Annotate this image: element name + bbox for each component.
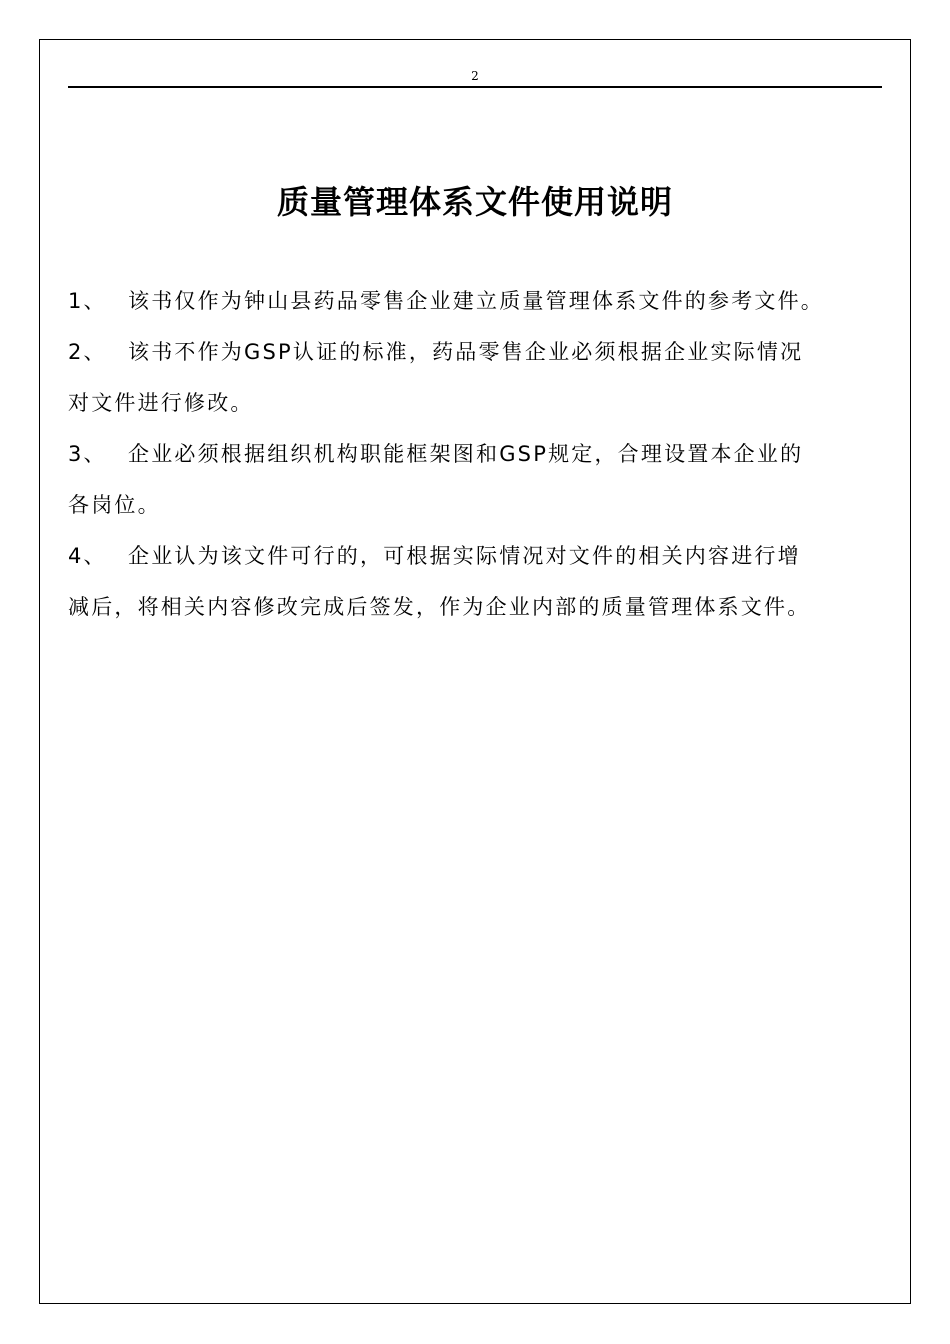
list-item-line [68,435,882,473]
list-item-continuation: 各岗位。 [68,493,161,517]
list-item-continuation: 对文件进行修改。 [68,391,254,415]
list-item-text: 该书不作为GSP认证的标准，药品零售企业必须根据企业实际情况 [128,340,804,364]
list-item-text: 企业必须根据组织机构职能框架图和GSP规定，合理设置本企业的 [128,442,804,466]
list-item-continuation: 减后，将相关内容修改完成后签发，作为企业内部的质量管理体系文件。 [68,595,811,619]
list-item-text: 企业认为该文件可行的，可根据实际情况对文件的相关内容进行增 [128,544,801,568]
list-item-number: 4、 [68,544,107,568]
list-item-number: 2、 [68,340,107,364]
document-title: 质量管理体系文件使用说明 [276,183,673,221]
list-item-text: 该书仅作为钟山县药品零售企业建立质量管理体系文件的参考文件。 [128,289,824,313]
page-number: 2 [471,69,479,83]
list-item-line [68,282,882,320]
list-item-line [68,537,882,575]
list-item-number: 1、 [68,289,107,313]
instructions-list [68,282,882,639]
list-item [68,333,882,422]
list-item-line [68,333,882,371]
list-item [68,435,882,524]
list-item-number: 3、 [68,442,107,466]
list-item [68,282,882,320]
list-item [68,537,882,626]
page-border [39,39,911,1304]
header-rule [68,86,882,88]
